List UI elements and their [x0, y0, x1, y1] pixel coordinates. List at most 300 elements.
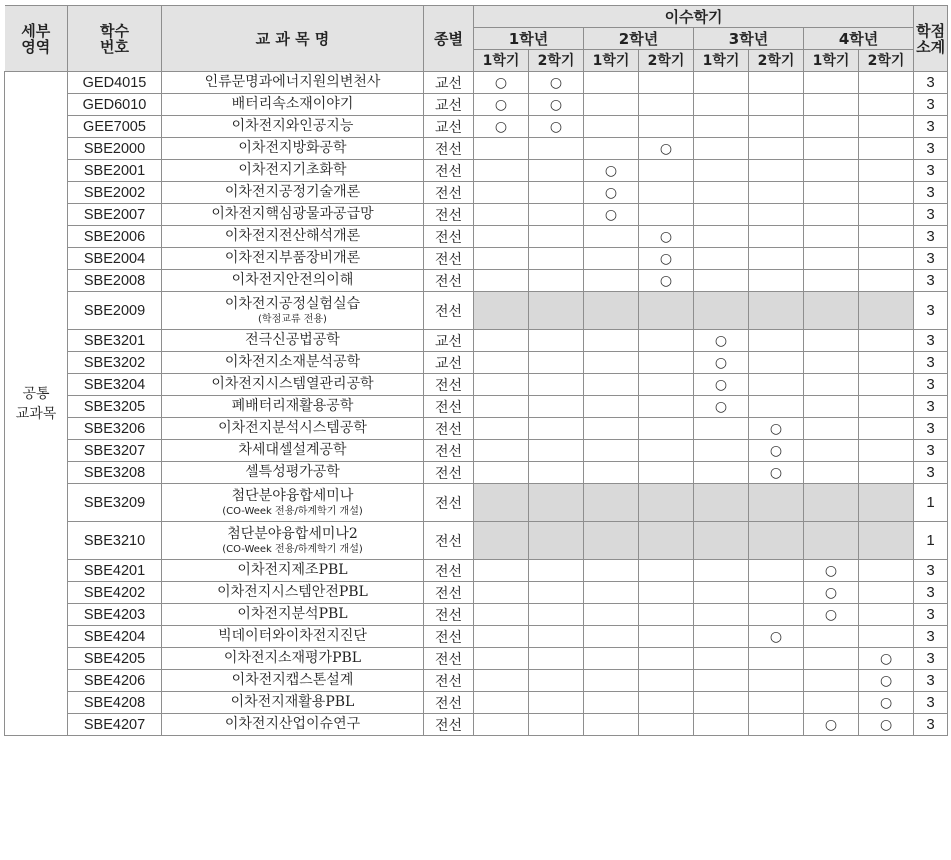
course-code: SBE2008	[68, 270, 162, 292]
semester-cell	[529, 626, 584, 648]
semester-cell	[859, 670, 914, 692]
offered-mark: ○	[659, 140, 673, 157]
table-row	[5, 418, 948, 440]
course-credit: 3	[914, 670, 948, 692]
semester-cell	[639, 560, 694, 582]
course-name-text: 차세대셀설계공학	[238, 442, 347, 458]
course-name-text: 인류문명과에너지원의변천사	[204, 74, 381, 90]
semester-cell	[639, 418, 694, 440]
course-type: 교선	[424, 352, 474, 374]
offered-mark: ○	[824, 584, 838, 601]
semester-cell	[749, 418, 804, 440]
course-code: SBE4204	[68, 626, 162, 648]
course-type: 전선	[424, 582, 474, 604]
semester-cell	[859, 94, 914, 116]
offered-mark: ○	[494, 96, 508, 113]
semester-cell	[474, 484, 529, 522]
semester-cell	[859, 138, 914, 160]
semester-cell	[694, 484, 749, 522]
course-name-text: 이차전지분석PBL	[237, 606, 348, 622]
header-year-4: 4학년	[804, 28, 914, 50]
course-type: 교선	[424, 116, 474, 138]
table-row	[5, 522, 948, 560]
semester-cell	[584, 352, 639, 374]
course-credit: 3	[914, 440, 948, 462]
semester-cell	[804, 292, 859, 330]
course-type: 전선	[424, 418, 474, 440]
semester-cell	[694, 604, 749, 626]
offered-mark: ○	[604, 162, 618, 179]
semester-cell	[639, 160, 694, 182]
course-credit: 3	[914, 374, 948, 396]
offered-mark: ○	[714, 354, 728, 371]
course-name-text: 첨단분야융합세미나2	[227, 525, 358, 542]
course-code: GED6010	[68, 94, 162, 116]
semester-cell	[694, 670, 749, 692]
offered-mark: ○	[549, 96, 563, 113]
header-code	[68, 6, 162, 72]
course-credit: 3	[914, 626, 948, 648]
course-name	[162, 604, 424, 626]
course-name-text: 이차전지캡스톤설계	[231, 672, 354, 688]
semester-cell	[804, 160, 859, 182]
semester-cell	[694, 374, 749, 396]
table-body	[5, 72, 948, 736]
course-name	[162, 714, 424, 736]
header-area-text: 세부 영역	[21, 21, 51, 56]
offered-mark: ○	[659, 228, 673, 245]
semester-cell	[474, 714, 529, 736]
semester-cell	[804, 582, 859, 604]
table-row	[5, 204, 948, 226]
semester-cell	[859, 396, 914, 418]
semester-cell	[694, 626, 749, 648]
semester-cell	[584, 226, 639, 248]
offered-mark: ○	[659, 272, 673, 289]
semester-cell	[584, 182, 639, 204]
semester-cell	[584, 270, 639, 292]
semester-cell	[639, 182, 694, 204]
semester-cell	[474, 692, 529, 714]
course-name-text: 전극신공법공학	[245, 332, 340, 348]
semester-cell	[694, 352, 749, 374]
offered-mark: ○	[604, 184, 618, 201]
table-row	[5, 160, 948, 182]
semester-cell	[639, 692, 694, 714]
semester-cell	[859, 626, 914, 648]
course-type: 전선	[424, 160, 474, 182]
table-row	[5, 116, 948, 138]
course-type: 전선	[424, 292, 474, 330]
semester-cell	[529, 582, 584, 604]
semester-cell	[584, 692, 639, 714]
table-header	[5, 6, 948, 72]
offered-mark: ○	[824, 562, 838, 579]
course-credit: 3	[914, 714, 948, 736]
semester-cell	[639, 396, 694, 418]
semester-cell	[529, 560, 584, 582]
semester-cell	[804, 670, 859, 692]
semester-cell	[749, 462, 804, 484]
course-credit: 3	[914, 352, 948, 374]
course-type: 교선	[424, 72, 474, 94]
semester-cell	[584, 396, 639, 418]
semester-cell	[694, 522, 749, 560]
semester-cell	[584, 582, 639, 604]
semester-cell	[474, 670, 529, 692]
semester-cell	[639, 670, 694, 692]
semester-cell	[694, 160, 749, 182]
course-name-text: 이차전지제조PBL	[237, 562, 348, 578]
header-year-2: 2학년	[584, 28, 694, 50]
course-credit: 3	[914, 226, 948, 248]
semester-cell	[529, 440, 584, 462]
semester-cell	[804, 714, 859, 736]
offered-mark: ○	[659, 250, 673, 267]
course-credit: 3	[914, 604, 948, 626]
semester-cell	[584, 626, 639, 648]
course-type: 전선	[424, 692, 474, 714]
course-code: SBE3207	[68, 440, 162, 462]
semester-cell	[804, 692, 859, 714]
course-code: SBE4202	[68, 582, 162, 604]
semester-cell	[859, 692, 914, 714]
table-row	[5, 484, 948, 522]
course-code: SBE2001	[68, 160, 162, 182]
semester-cell	[474, 418, 529, 440]
semester-cell	[804, 72, 859, 94]
semester-cell	[694, 692, 749, 714]
course-name	[162, 160, 424, 182]
semester-cell	[859, 182, 914, 204]
semester-cell	[529, 692, 584, 714]
offered-mark: ○	[879, 716, 893, 733]
course-note: (학점교류 전용)	[258, 313, 327, 325]
semester-cell	[584, 560, 639, 582]
course-type: 전선	[424, 374, 474, 396]
course-type: 전선	[424, 604, 474, 626]
course-type: 교선	[424, 94, 474, 116]
semester-cell	[474, 270, 529, 292]
course-name	[162, 560, 424, 582]
semester-cell	[639, 292, 694, 330]
offered-mark: ○	[714, 376, 728, 393]
course-name-text: 이차전지공정실험실습	[224, 295, 361, 312]
semester-cell	[859, 270, 914, 292]
course-name-text: 이차전지안전의이해	[231, 272, 354, 288]
course-name	[162, 248, 424, 270]
semester-cell	[749, 182, 804, 204]
semester-cell	[474, 352, 529, 374]
header-term: 1학기	[694, 50, 749, 72]
semester-cell	[474, 72, 529, 94]
semester-cell	[529, 484, 584, 522]
course-type: 전선	[424, 270, 474, 292]
semester-cell	[584, 604, 639, 626]
table-row	[5, 396, 948, 418]
course-type: 교선	[424, 330, 474, 352]
course-credit: 3	[914, 462, 948, 484]
course-code: SBE4203	[68, 604, 162, 626]
course-name	[162, 270, 424, 292]
semester-cell	[749, 396, 804, 418]
semester-cell	[474, 94, 529, 116]
course-credit: 3	[914, 648, 948, 670]
header-credit-text: 학점 소계	[916, 21, 946, 56]
semester-cell	[804, 626, 859, 648]
table-row	[5, 352, 948, 374]
header-year-1: 1학년	[474, 28, 584, 50]
table-row	[5, 604, 948, 626]
semester-cell	[474, 396, 529, 418]
offered-mark: ○	[824, 606, 838, 623]
semester-cell	[694, 648, 749, 670]
course-credit: 3	[914, 396, 948, 418]
course-credit: 3	[914, 182, 948, 204]
header-term: 1학기	[804, 50, 859, 72]
semester-cell	[584, 72, 639, 94]
table-row	[5, 462, 948, 484]
semester-cell	[694, 182, 749, 204]
semester-cell	[749, 582, 804, 604]
course-name-text: 배터리속소재이야기	[231, 96, 354, 112]
semester-cell	[859, 374, 914, 396]
semester-cell	[639, 484, 694, 522]
semester-cell	[749, 522, 804, 560]
semester-cell	[804, 462, 859, 484]
semester-cell	[859, 418, 914, 440]
course-type: 전선	[424, 248, 474, 270]
semester-cell	[639, 248, 694, 270]
semester-cell	[804, 440, 859, 462]
course-note: (CO-Week 전용/하계학기 개설)	[222, 505, 363, 517]
semester-cell	[474, 204, 529, 226]
course-credit: 1	[914, 522, 948, 560]
course-type: 전선	[424, 560, 474, 582]
course-code: SBE3202	[68, 352, 162, 374]
course-name	[162, 374, 424, 396]
semester-cell	[529, 670, 584, 692]
semester-cell	[804, 604, 859, 626]
semester-cell	[529, 418, 584, 440]
course-name	[162, 352, 424, 374]
course-name-text: 이차전지소재분석공학	[224, 354, 361, 370]
course-name	[162, 396, 424, 418]
semester-cell	[694, 714, 749, 736]
semester-cell	[859, 604, 914, 626]
table-row	[5, 626, 948, 648]
semester-cell	[749, 160, 804, 182]
course-name	[162, 582, 424, 604]
offered-mark: ○	[769, 464, 783, 481]
semester-cell	[859, 560, 914, 582]
semester-cell	[474, 182, 529, 204]
semester-cell	[529, 648, 584, 670]
course-name-text: 이차전지공정기술개론	[224, 184, 361, 200]
course-code: SBE2000	[68, 138, 162, 160]
offered-mark: ○	[879, 672, 893, 689]
semester-cell	[749, 226, 804, 248]
semester-cell	[529, 72, 584, 94]
semester-cell	[749, 604, 804, 626]
semester-cell	[529, 352, 584, 374]
semester-cell	[859, 582, 914, 604]
semester-cell	[749, 94, 804, 116]
semester-cell	[749, 352, 804, 374]
semester-cell	[859, 648, 914, 670]
semester-cell	[694, 462, 749, 484]
semester-cell	[529, 94, 584, 116]
course-code: SBE3210	[68, 522, 162, 560]
semester-cell	[529, 396, 584, 418]
semester-cell	[694, 204, 749, 226]
semester-cell	[749, 72, 804, 94]
semester-cell	[694, 94, 749, 116]
semester-cell	[529, 270, 584, 292]
semester-cell	[859, 72, 914, 94]
semester-cell	[859, 292, 914, 330]
offered-mark: ○	[824, 716, 838, 733]
semester-cell	[694, 440, 749, 462]
course-name-text: 이차전지방화공학	[238, 140, 347, 156]
course-name-text: 첨단분야융합세미나	[231, 487, 354, 504]
course-name	[162, 94, 424, 116]
semester-cell	[859, 160, 914, 182]
table-row	[5, 248, 948, 270]
semester-cell	[749, 204, 804, 226]
semester-cell	[749, 116, 804, 138]
semester-cell	[749, 138, 804, 160]
offered-mark: ○	[549, 74, 563, 91]
semester-cell	[584, 292, 639, 330]
semester-cell	[584, 160, 639, 182]
offered-mark: ○	[879, 650, 893, 667]
table-row	[5, 670, 948, 692]
course-credit: 3	[914, 692, 948, 714]
table-row	[5, 648, 948, 670]
course-type: 전선	[424, 484, 474, 522]
semester-cell	[804, 94, 859, 116]
semester-cell	[749, 626, 804, 648]
semester-cell	[474, 160, 529, 182]
table-row	[5, 582, 948, 604]
semester-cell	[474, 292, 529, 330]
semester-cell	[749, 440, 804, 462]
semester-cell	[639, 440, 694, 462]
table-row	[5, 440, 948, 462]
semester-cell	[694, 330, 749, 352]
semester-cell	[474, 226, 529, 248]
course-name	[162, 522, 424, 560]
course-type: 전선	[424, 648, 474, 670]
course-type: 전선	[424, 396, 474, 418]
course-name	[162, 138, 424, 160]
semester-cell	[474, 626, 529, 648]
course-code: SBE2007	[68, 204, 162, 226]
course-credit: 3	[914, 94, 948, 116]
semester-cell	[749, 714, 804, 736]
semester-cell	[639, 138, 694, 160]
course-code: SBE2006	[68, 226, 162, 248]
semester-cell	[474, 522, 529, 560]
header-semesters: 이수학기	[474, 6, 914, 28]
semester-cell	[694, 582, 749, 604]
course-name	[162, 462, 424, 484]
course-credit: 3	[914, 418, 948, 440]
semester-cell	[639, 330, 694, 352]
semester-cell	[804, 374, 859, 396]
semester-cell	[639, 462, 694, 484]
semester-cell	[639, 270, 694, 292]
semester-cell	[529, 374, 584, 396]
semester-cell	[639, 72, 694, 94]
semester-cell	[859, 462, 914, 484]
course-type: 전선	[424, 714, 474, 736]
offered-mark: ○	[549, 118, 563, 135]
table-row	[5, 374, 948, 396]
offered-mark: ○	[494, 118, 508, 135]
semester-cell	[749, 292, 804, 330]
semester-cell	[584, 248, 639, 270]
semester-cell	[639, 714, 694, 736]
semester-cell	[804, 522, 859, 560]
semester-cell	[474, 440, 529, 462]
course-name	[162, 670, 424, 692]
course-type: 전선	[424, 522, 474, 560]
semester-cell	[804, 352, 859, 374]
course-name-text: 이차전지시스템열관리공학	[211, 376, 374, 392]
semester-cell	[639, 522, 694, 560]
table-row	[5, 270, 948, 292]
course-name	[162, 182, 424, 204]
course-code: GED4015	[68, 72, 162, 94]
semester-cell	[694, 396, 749, 418]
semester-cell	[639, 204, 694, 226]
semester-cell	[639, 604, 694, 626]
header-term: 2학기	[639, 50, 694, 72]
semester-cell	[804, 396, 859, 418]
header-term: 2학기	[859, 50, 914, 72]
semester-cell	[584, 374, 639, 396]
semester-cell	[639, 116, 694, 138]
header-term: 1학기	[584, 50, 639, 72]
semester-cell	[859, 714, 914, 736]
course-name	[162, 292, 424, 330]
course-code: SBE2004	[68, 248, 162, 270]
course-name-text: 빅데이터와이차전지진단	[218, 628, 367, 644]
semester-cell	[584, 484, 639, 522]
course-credit: 3	[914, 138, 948, 160]
table-row	[5, 692, 948, 714]
semester-cell	[529, 138, 584, 160]
table-row	[5, 138, 948, 160]
course-name	[162, 692, 424, 714]
semester-cell	[584, 94, 639, 116]
semester-cell	[859, 226, 914, 248]
semester-cell	[584, 116, 639, 138]
semester-cell	[529, 330, 584, 352]
semester-cell	[584, 204, 639, 226]
course-name-text: 이차전지핵심광물과공급망	[211, 206, 374, 222]
semester-cell	[529, 522, 584, 560]
semester-cell	[804, 248, 859, 270]
course-credit: 3	[914, 116, 948, 138]
semester-cell	[859, 248, 914, 270]
course-code: SBE3208	[68, 462, 162, 484]
semester-cell	[639, 374, 694, 396]
table-row	[5, 226, 948, 248]
curriculum-table	[4, 5, 948, 736]
